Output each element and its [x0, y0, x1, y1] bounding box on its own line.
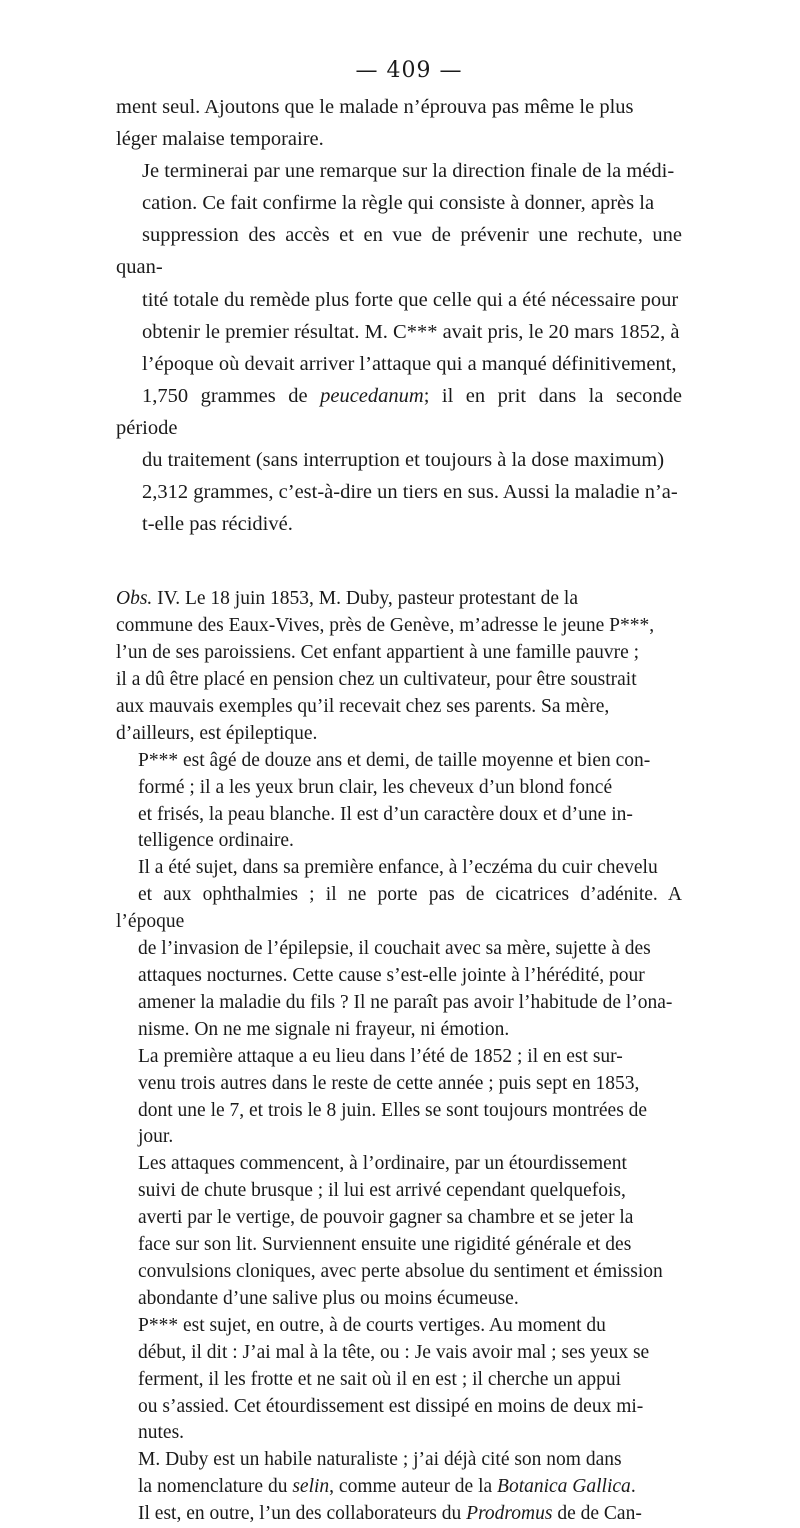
text-line: averti par le vertige, de pouvoir gagner sa chambre et se jeter la: [138, 1207, 634, 1229]
italic-title: Botanica Gallica: [497, 1476, 631, 1498]
text-run: .: [630, 1476, 636, 1498]
paragraph-observation-iv: [116, 586, 682, 747]
text-run: Il est, en outre, l’un des collaborateurs du: [138, 1503, 467, 1525]
paragraph-first-attack: [116, 1044, 682, 1152]
text-line: ment seul. Ajoutons que le malade n’éprouva pas même le plus: [116, 96, 634, 118]
text-line: du traitement (sans interruption et toujours à la dose maximum): [142, 449, 665, 472]
text-line: amener la maladie du fils ? Il ne paraît pas avoir l’habitude de l’ona-: [138, 991, 673, 1013]
text-line: il a dû être placé en pension chez un cultivateur, pour être soustrait: [116, 669, 637, 691]
text-run: la nomenclature du: [138, 1476, 293, 1498]
paragraph-description: [116, 748, 682, 856]
text-line: commune des Eaux-Vives, près de Genève, m’adresse le jeune P***,: [116, 615, 655, 637]
text-line: Je terminerai par une remarque sur la direction finale de la médi-: [142, 160, 675, 183]
text-line: formé ; il a les yeux brun clair, les cheveux d’un blond foncé: [138, 776, 613, 798]
text-line: [116, 380, 682, 444]
text-line: [116, 1474, 682, 1501]
text-run: de de Can-: [552, 1503, 642, 1525]
text-line: dont une le 7, et trois le 8 juin. Elles se sont toujours montrées de: [138, 1099, 648, 1121]
text-line: début, il dit : J’ai mal à la tête, ou : Je vais avoir mal ; ses yeux se: [138, 1341, 650, 1363]
text-line: léger malaise temporaire.: [116, 128, 324, 151]
text-section-2: [116, 586, 682, 1528]
text-line: nisme. On ne me signale ni frayeur, ni émotion.: [138, 1018, 510, 1040]
text-line: d’ailleurs, est épileptique.: [116, 722, 318, 744]
page-number: — 409 —: [355, 58, 463, 83]
text-run: , comme auteur de la: [329, 1476, 498, 1498]
text-line: tité totale du remède plus forte que celle qui a été nécessaire pour: [142, 288, 679, 311]
text-line: l’un de ses paroissiens. Cet enfant appartient à une famille pauvre ;: [116, 642, 640, 664]
text-line: ferment, il les frotte et ne sait où il en est ; il cherche un appui: [138, 1368, 622, 1390]
text-line: jour.: [138, 1126, 174, 1148]
text-line: Les attaques commencent, à l’ordinaire, par un étourdissement: [138, 1153, 627, 1175]
text-line: obtenir le premier résultat. M. C*** avait pris, le 20 mars 1852, à: [142, 320, 680, 343]
text-line: venu trois autres dans le reste de cette année ; puis sept en 1853,: [138, 1072, 640, 1094]
book-page: [116, 58, 682, 1528]
text-line: aux mauvais exemples qu’il recevait chez ses parents. Sa mère,: [116, 695, 610, 717]
text-line: et frisés, la peau blanche. Il est d’un caractère doux et d’une in-: [138, 803, 633, 825]
text-run: ; il en prit dans la seconde période: [116, 384, 682, 439]
paragraph-continuation: [116, 91, 682, 155]
text-line: suivi de chute brusque ; il lui est arrivé cependant quelquefois,: [138, 1180, 626, 1202]
text-line: [116, 1501, 682, 1528]
text-section-1: [116, 91, 682, 540]
text-line: M. Duby est un habile naturaliste ; j’ai déjà cité son nom dans: [138, 1449, 622, 1471]
italic-title: Prodromus: [466, 1503, 553, 1525]
italic-term: peucedanum: [320, 384, 424, 407]
text-line: attaques nocturnes. Cette cause s’est-elle jointe à l’hérédité, pour: [138, 965, 645, 986]
paragraph-duby: [116, 1447, 682, 1528]
text-line: Il a été sujet, dans sa première enfance, à l’eczéma du cuir chevelu: [138, 857, 658, 879]
text-run: IV. Le 18 juin 1853, M. Duby, pasteur protestant de la: [152, 588, 578, 610]
paragraph-medication-remark: [116, 155, 682, 540]
text-line: telligence ordinaire.: [138, 830, 294, 852]
text-line: nutes.: [138, 1422, 185, 1444]
text-line: 2,312 grammes, c’est-à-dire un tiers en sus. Aussi la maladie n’a-: [142, 481, 678, 504]
text-line: convulsions cloniques, avec perte absolue du sentiment et émission: [138, 1260, 663, 1282]
text-line: de l’invasion de l’épilepsie, il couchait avec sa mère, sujette à des: [138, 938, 651, 960]
paragraph-attacks: [116, 1151, 682, 1312]
italic-term: selin: [292, 1476, 330, 1498]
paragraph-vertigo: [116, 1313, 682, 1448]
text-line: La première attaque a eu lieu dans l’été de 1852 ; il en est sur-: [138, 1045, 623, 1067]
text-line: t-elle pas récidivé.: [142, 513, 293, 536]
text-line: et aux ophthalmies ; il ne porte pas de cicatrices d’adénite. A l’époque: [116, 884, 682, 933]
obs-label: Obs.: [116, 588, 153, 610]
text-line: l’époque où devait arriver l’attaque qui a manqué définitivement,: [142, 352, 677, 375]
paragraph-history: [116, 855, 682, 1043]
text-line: [116, 586, 682, 613]
text-line: abondante d’une salive plus ou moins écumeuse.: [138, 1287, 519, 1309]
text-line: cation. Ce fait confirme la règle qui consiste à donner, après la: [142, 192, 655, 215]
text-line: P*** est sujet, en outre, à de courts vertiges. Au moment du: [138, 1314, 606, 1336]
text-line: P*** est âgé de douze ans et demi, de taille moyenne et bien con-: [138, 749, 651, 771]
text-line: suppression des accès et en vue de prévenir une rechute, une quan-: [116, 224, 682, 279]
text-line: face sur son lit. Surviennent ensuite une rigidité générale et des: [138, 1234, 632, 1256]
text-line: ou s’assied. Cet étourdissement est dissipé en moins de deux mi-: [138, 1395, 644, 1417]
text-run: 1,750 grammes de: [142, 384, 321, 407]
